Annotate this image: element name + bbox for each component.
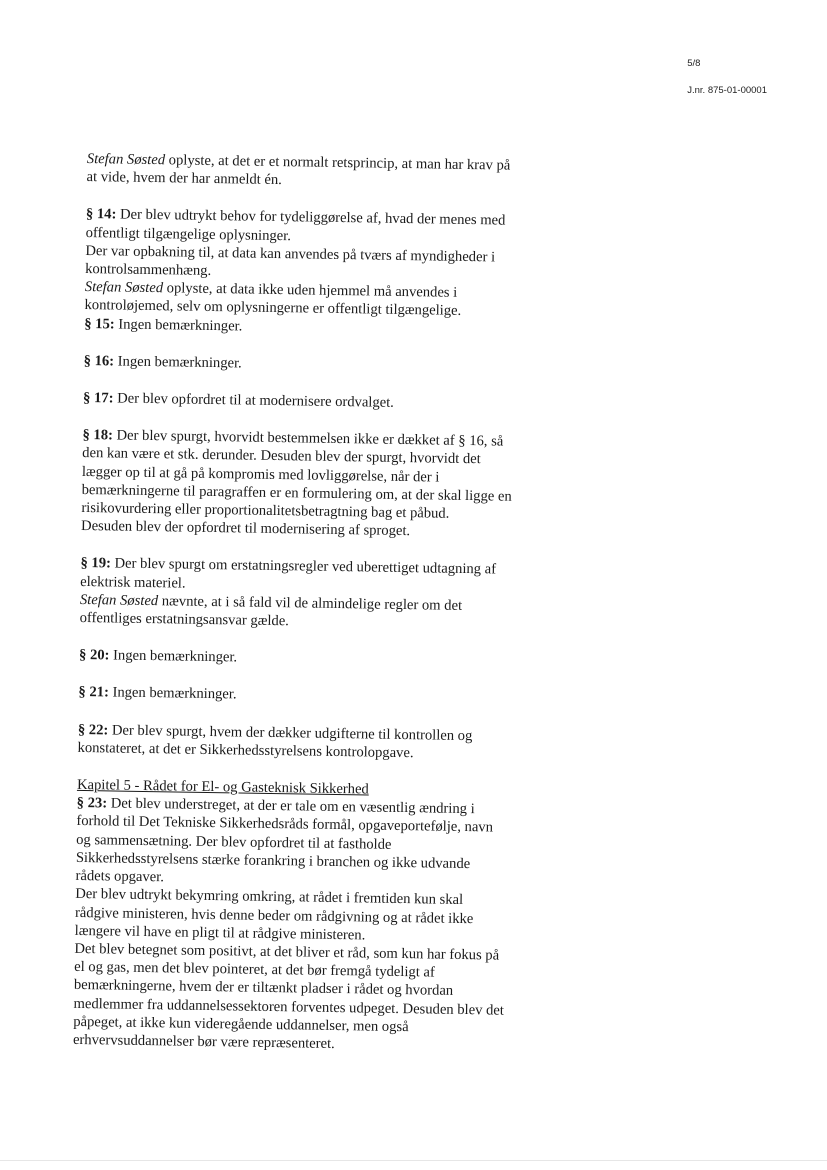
section-21: § 21: Ingen bemærkninger. — [78, 684, 237, 703]
person-name: Stefan Søsted — [79, 591, 159, 610]
scan-edge — [0, 1160, 827, 1161]
document-body — [73, 150, 597, 1076]
journal-number: J.nr. 875-01-00001 — [687, 85, 767, 96]
page-header — [687, 50, 767, 104]
section-14: § 14: Der blev udtrykt behov for tydeliggørelse af, hvad der menes med offentligt tilgængelige oplysninger. Der var opbakning til, at data kan anvendes på tværs af myndigheder i kontrolsammenhæng. Stefan Søsted oplyste, at data ikke uden hjemmel må anvendes i kontroløjemed, selv om oplysningerne er offentligt tilgængelige. § 15: Ingen bemærkninger. — [84, 205, 596, 340]
section-number: § 23: — [76, 795, 108, 812]
section-16: § 16: Ingen bemærkninger. — [83, 352, 242, 372]
section-22: § 22: Der blev spurgt, hvem der dækker udgifterne til kontrollen og konstateret, at det er Sikkerhedsstyrelsens kontrolopgave. — [77, 721, 473, 762]
section-number: § 16: — [83, 352, 115, 370]
paragraph-intro: Stefan Søsted oplyste, at det er et normalt retsprincip, at man har krav på at vide, hvem der har anmeldt én. — [86, 150, 511, 189]
section-number: § 19: — [80, 555, 112, 572]
section-number: § 21: — [78, 684, 110, 701]
chapter-5: Kapitel 5 - Rådet for El- og Gasteknisk Sikkerhed § 23: Det blev understreget, at der er tale om en væsentlig ændring i forhold til Det Tekniske Sikkerhedsråds formål, opgaveportefølje, navn og sammensætning. Der blev opfordret til at fastholde Sikkerhedsstyrelsens stærke forankring i branchen og ikke udvande rådets opgaver. Der blev udtrykt bekymring omkring, at rådet i fremtiden kun skal rådgive ministeren, hvis denne beder om rådgivning og at rådet ikke længere vil have en pligt til at rådgive ministeren. Det blev betegnet som positivt, at det bliver et råd, som kun har fokus på el og gas, men det blev pointeret, at det bør fremgå tydeligt af bemærkningerne, hvem der er tiltænkt pladser i rådet og hvordan medlemmer fra uddannelsessektoren forventes udpeget. Desuden blev det påpeget, at ikke kun videregående uddannelser, men også erhvervsuddannelser bør være repræsenteret. — [73, 776, 587, 1057]
section-18: § 18: Der blev spurgt, hvorvidt bestemmelsen ikke er dækket af § 16, så den kan være et stk. derunder. Desuden blev der spurgt, hvorvidt det lægger op til at gå på kompromis med lovliggørelse, når der i bemærkningerne til paragraffen er en formulering om, at der skal ligge en risikovurdering eller proportionalitetsbetragtning bag et påbud. Desuden blev der opfordret til modernisering af sproget. — [80, 427, 512, 540]
section-19: § 19: Der blev spurgt om erstatningsregler ved uberettiget udtagning af elektrisk materiel. Stefan Søsted nævnte, at i så fald vil de almindelige regler om det offentliges erstatningsansvar gælde. — [79, 555, 497, 630]
section-number: § 17: — [82, 390, 114, 407]
section-number: § 14: — [85, 206, 117, 223]
person-name: Stefan Søsted — [86, 150, 166, 169]
section-17: § 17: Der blev opfordret til at modernisere ordvalget. — [82, 390, 395, 411]
page-number: 5/8 — [687, 58, 701, 69]
section-number: § 18: — [82, 427, 114, 444]
section-20: § 20: Ingen bemærkninger. — [78, 647, 238, 666]
section-number: § 20: — [78, 647, 110, 664]
section-number: § 22: — [77, 721, 109, 739]
person-name: Stefan Søsted — [84, 279, 164, 297]
chapter-heading: Kapitel 5 - Rådet for El- og Gasteknisk Sikkerhed — [76, 777, 369, 798]
section-number: § 15: — [84, 315, 115, 333]
section-15: § 15: Ingen bemærkninger. — [84, 315, 243, 335]
